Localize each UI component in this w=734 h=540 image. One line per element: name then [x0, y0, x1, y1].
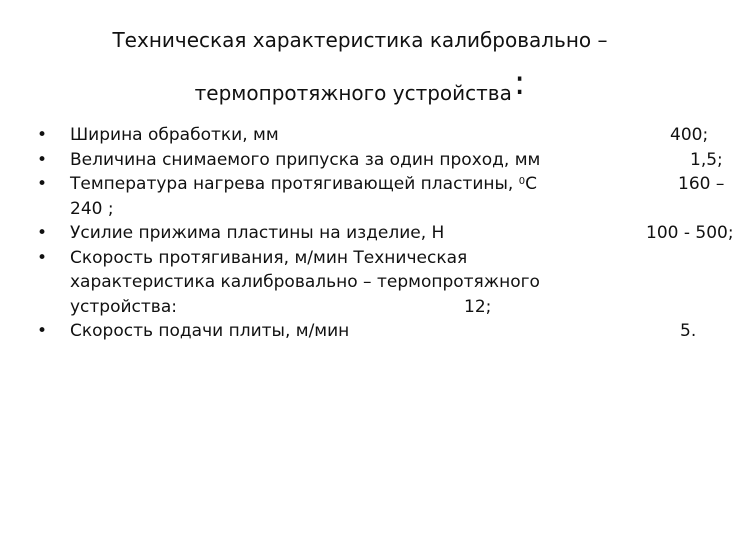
- temperature-label: Температура нагрева протягивающей пластины,: [70, 174, 519, 194]
- temperature-unit: С: [525, 174, 537, 194]
- list-item-line: [70, 270, 680, 295]
- title-colon: :: [513, 63, 526, 103]
- list-item-line: [70, 221, 734, 246]
- degree-sign: 0: [518, 176, 526, 187]
- list-item-temperature: [0, 172, 725, 221]
- pull-speed-label-line-3: устройства:: [70, 296, 177, 317]
- temperature-value-continuation: 240 ;: [70, 198, 114, 219]
- width-label: Ширина обработки, мм: [70, 125, 279, 145]
- bullet-icon: •: [37, 149, 48, 170]
- bullet-icon: •: [37, 247, 48, 268]
- temperature-value: 160 –: [678, 174, 725, 194]
- list-item-line: [70, 319, 697, 344]
- title-line-2: [0, 63, 720, 106]
- allowance-label: Величина снимаемого припуска за один проход, мм: [70, 149, 541, 170]
- title-line-1: Техническая характеристика калибровально –: [112, 28, 608, 52]
- feed-speed-value: 5.: [680, 321, 697, 341]
- pull-speed-label-line-2: характеристика калибровально – термопротяжного: [70, 272, 540, 292]
- pull-speed-value: 12;: [464, 296, 492, 317]
- list-item-line: [70, 197, 680, 222]
- title-line-2-text: термопротяжного устройства: [194, 81, 512, 105]
- spec-list: [0, 123, 734, 344]
- bullet-icon: •: [37, 125, 48, 145]
- list-item-pressure: [0, 221, 734, 246]
- list-item-pull-speed: [0, 246, 680, 320]
- list-item-line: [70, 246, 680, 271]
- feed-speed-label: Скорость подачи плиты, м/мин: [70, 321, 350, 341]
- width-value: 400;: [670, 125, 709, 145]
- list-item-line: [70, 295, 680, 320]
- list-item-feed-speed: [0, 319, 697, 344]
- bullet-icon: •: [37, 174, 48, 194]
- pressure-value: 100 - 500;: [646, 223, 734, 243]
- list-item-line: [70, 172, 725, 197]
- list-item-allowance: [0, 148, 723, 173]
- pressure-label: Усилие прижима пластины на изделие, Н: [70, 223, 445, 243]
- pull-speed-label-line-1: Скорость протягивания, м/мин Техническая: [70, 247, 468, 268]
- list-item-width: [0, 123, 709, 148]
- list-item-line: [70, 123, 709, 148]
- list-item-line: [70, 148, 723, 173]
- bullet-icon: •: [37, 223, 48, 243]
- bullet-icon: •: [37, 321, 48, 341]
- allowance-value: 1,5;: [690, 149, 723, 170]
